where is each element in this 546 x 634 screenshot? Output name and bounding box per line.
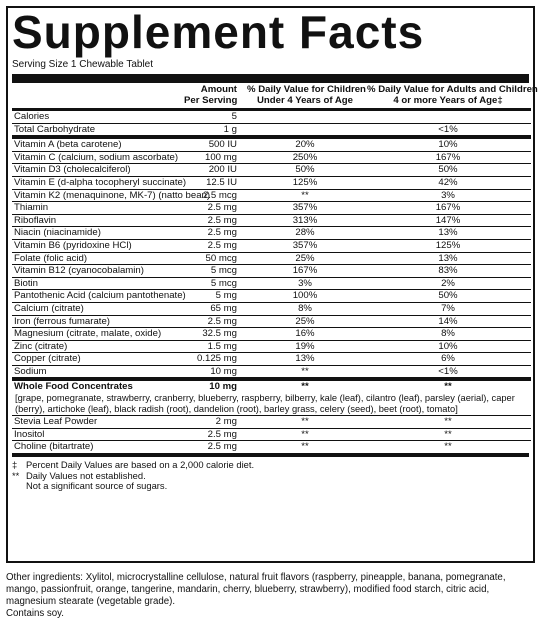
table-row bbox=[12, 379, 531, 393]
dv-children: 28% bbox=[245, 227, 365, 240]
dv-children: 167% bbox=[245, 265, 365, 278]
nutrient-amount: 100 mg bbox=[182, 151, 245, 164]
blend-row bbox=[12, 393, 531, 416]
dv-adults: 167% bbox=[365, 202, 531, 215]
dv-adults: 13% bbox=[365, 227, 531, 240]
table-row bbox=[12, 328, 531, 341]
nutrient-name: Magnesium (citrate, malate, oxide) bbox=[12, 328, 182, 341]
nutrient-amount: 2.5 mg bbox=[182, 315, 245, 328]
dv-children: ** bbox=[245, 365, 365, 379]
nutrient-amount: 10 mg bbox=[182, 365, 245, 379]
table-row bbox=[12, 265, 531, 278]
dv-adults: 10% bbox=[365, 340, 531, 353]
nutrient-name: Iron (ferrous fumarate) bbox=[12, 315, 182, 328]
nutrient-name: Calcium (citrate) bbox=[12, 302, 182, 315]
footnote-symbol bbox=[12, 481, 26, 492]
dv-children: 19% bbox=[245, 340, 365, 353]
dv-children: ** bbox=[245, 416, 365, 429]
footnote bbox=[12, 481, 529, 492]
header-dv-adults: % Daily Value for Adults and Children 4 or more Years of Age‡ bbox=[365, 83, 531, 110]
other-rows bbox=[12, 416, 531, 453]
nutrient-amount: 0.125 mg bbox=[182, 353, 245, 366]
dv-adults: 8% bbox=[365, 328, 531, 341]
nutrient-amount: 2.5 mg bbox=[182, 227, 245, 240]
nutrient-name: Pantothenic Acid (calcium pantothenate) bbox=[14, 290, 186, 302]
dv-children: ** bbox=[245, 189, 365, 202]
nutrient-name: Choline (bitartrate) bbox=[14, 441, 94, 453]
table-row bbox=[12, 441, 531, 453]
dv-children: 25% bbox=[245, 315, 365, 328]
nutrient-rows bbox=[12, 110, 531, 380]
dv-adults: 7% bbox=[365, 302, 531, 315]
nutrient-name: Biotin bbox=[12, 277, 182, 290]
nutrient-amount: 5 bbox=[182, 110, 245, 124]
dv-adults bbox=[365, 110, 531, 124]
nutrient-name: Whole Food Concentrates bbox=[14, 381, 133, 393]
panel-title: Supplement Facts bbox=[12, 6, 425, 58]
dv-adults: ** bbox=[365, 416, 531, 429]
nutrient-name: Vitamin D3 (cholecalciferol) bbox=[12, 164, 182, 177]
whole-food-section bbox=[12, 379, 531, 415]
nutrient-name: Stevia Leaf Powder bbox=[12, 416, 182, 429]
table-row bbox=[12, 416, 531, 429]
dv-adults: 13% bbox=[365, 252, 531, 265]
nutrient-name: Niacin (niacinamide) bbox=[12, 227, 182, 240]
nutrient-amount: 32.5 mg bbox=[182, 328, 245, 341]
nutrient-amount: 5 mg bbox=[182, 290, 245, 303]
dv-adults: 125% bbox=[365, 239, 531, 252]
nutrient-name: Vitamin B6 (pyridoxine HCl) bbox=[12, 239, 182, 252]
nutrient-amount: 12.5 IU bbox=[182, 176, 245, 189]
table-row bbox=[12, 164, 531, 177]
header-dv-children: % Daily Value for Children Under 4 Years of Age bbox=[245, 83, 365, 110]
dv-adults: 147% bbox=[365, 214, 531, 227]
dv-children: 3% bbox=[245, 277, 365, 290]
table-row bbox=[12, 315, 531, 328]
dv-adults: 3% bbox=[365, 189, 531, 202]
dv-adults: <1% bbox=[365, 123, 531, 137]
nutrient-amount: 65 mg bbox=[182, 302, 245, 315]
dv-children: 13% bbox=[245, 353, 365, 366]
table-row bbox=[12, 290, 531, 303]
nutrient-amount: 2.5 mg bbox=[182, 428, 245, 441]
table-row bbox=[12, 227, 531, 240]
footnote-text: Not a significant source of sugars. bbox=[26, 480, 168, 492]
dv-children: ** bbox=[245, 428, 365, 441]
nutrient-name: Riboflavin bbox=[12, 214, 182, 227]
footnote-text: Percent Daily Values are based on a 2,000 calorie diet. bbox=[26, 459, 255, 471]
table-row bbox=[12, 110, 531, 124]
table-row bbox=[12, 202, 531, 215]
table-row bbox=[12, 353, 531, 366]
dv-adults: 2% bbox=[365, 277, 531, 290]
table-row bbox=[12, 151, 531, 164]
table-row bbox=[12, 340, 531, 353]
footnote-symbol: ** bbox=[12, 469, 20, 481]
nutrient-name: Thiamin bbox=[12, 202, 182, 215]
nutrient-name: Inositol bbox=[12, 428, 182, 441]
nutrient-amount: 1.5 mg bbox=[182, 340, 245, 353]
dv-adults: 50% bbox=[365, 164, 531, 177]
nutrient-name: Copper (citrate) bbox=[12, 353, 182, 366]
dv-children: 250% bbox=[245, 151, 365, 164]
header-spacer bbox=[12, 83, 182, 110]
footnote-text: Daily Values not established. bbox=[26, 469, 146, 481]
serving-size: Serving Size 1 Chewable Tablet bbox=[12, 59, 529, 83]
dv-children bbox=[245, 123, 365, 137]
footnote-symbol: ‡ bbox=[12, 459, 18, 471]
dv-adults: 14% bbox=[365, 315, 531, 328]
nutrient-amount: 200 IU bbox=[182, 164, 245, 177]
table-row bbox=[12, 123, 531, 137]
nutrient-name: Vitamin A (beta carotene) bbox=[12, 137, 182, 151]
nutrient-amount: 2.5 mg bbox=[207, 441, 237, 453]
table-row bbox=[12, 137, 531, 151]
dv-adults: ** bbox=[365, 428, 531, 441]
table-row bbox=[12, 277, 531, 290]
header-amount: Amount Per Serving bbox=[182, 83, 245, 110]
nutrient-name: Folate (folic acid) bbox=[12, 252, 182, 265]
dv-adults: 50% bbox=[365, 290, 531, 303]
nutrient-amount: 5 mcg bbox=[182, 277, 245, 290]
nutrient-amount: 10 mg bbox=[209, 381, 237, 393]
blend-ingredients: [grape, pomegranate, strawberry, cranberry, blueberry, raspberry, bilberry, kale (leaf), cilantro (leaf), parsley (aerial), caper (berry), artichoke (leaf), black radish (root), dandelion (root), barley grass, celery (seed), beet (root), tomato] bbox=[12, 393, 531, 416]
dv-children bbox=[245, 110, 365, 124]
supplement-facts-panel bbox=[6, 6, 538, 563]
dv-children: 16% bbox=[245, 328, 365, 341]
dv-adults: 83% bbox=[365, 265, 531, 278]
nutrient-amount: 2.5 mg bbox=[182, 202, 245, 215]
dv-children: 25% bbox=[245, 252, 365, 265]
nutrient-name: Zinc (citrate) bbox=[12, 340, 182, 353]
table-row bbox=[12, 176, 531, 189]
dv-children: 100% bbox=[245, 290, 365, 303]
dv-children: 357% bbox=[245, 202, 365, 215]
dv-adults: 167% bbox=[365, 151, 531, 164]
table-row bbox=[12, 365, 531, 379]
dv-children: 313% bbox=[245, 214, 365, 227]
nutrient-name: Vitamin E (d-alpha tocopheryl succinate) bbox=[14, 176, 187, 188]
dv-children: 20% bbox=[245, 137, 365, 151]
dv-adults: ** bbox=[444, 381, 452, 393]
nutrient-name: Vitamin K2 (menaquinone, MK-7) (natto bean) bbox=[14, 189, 211, 201]
dv-children: 125% bbox=[245, 176, 365, 189]
dv-children: 8% bbox=[245, 302, 365, 315]
nutrient-name: Vitamin B12 (cyanocobalamin) bbox=[12, 265, 182, 278]
footnotes bbox=[12, 453, 529, 492]
table-row bbox=[12, 428, 531, 441]
dv-adults: ** bbox=[444, 441, 452, 453]
dv-adults: 10% bbox=[365, 137, 531, 151]
dv-children: ** bbox=[301, 381, 309, 393]
dv-children: 357% bbox=[245, 239, 365, 252]
ingredients-text bbox=[6, 572, 538, 620]
nutrient-name: Calories bbox=[12, 110, 182, 124]
table-row bbox=[12, 302, 531, 315]
nutrient-amount: 1 g bbox=[182, 123, 245, 137]
nutrient-name: Total Carbohydrate bbox=[12, 123, 182, 137]
nutrient-amount: 5 mcg bbox=[182, 265, 245, 278]
dv-children: 50% bbox=[245, 164, 365, 177]
table-row bbox=[12, 239, 531, 252]
nutrient-name: Vitamin C (calcium, sodium ascorbate) bbox=[12, 151, 182, 164]
dv-adults: <1% bbox=[365, 365, 531, 379]
other-ingredients: Other ingredients: Xylitol, microcrystalline cellulose, natural fruit flavors (raspberry, pineapple, banana, pomegranate, mango, passionfruit, orange, tangerine, mandarin, cherry, blueberry, strawberry), modified food starch, citric acid, magnesium stearate (vegetable grade). bbox=[6, 572, 506, 607]
allergen-statement: Contains soy. bbox=[6, 608, 64, 619]
nutrient-name: Sodium bbox=[12, 365, 182, 379]
nutrient-amount: 2.5 mg bbox=[182, 239, 245, 252]
dv-adults: 6% bbox=[365, 353, 531, 366]
table-row bbox=[12, 252, 531, 265]
table-header bbox=[12, 83, 531, 110]
nutrient-amount: 2.5 mcg bbox=[182, 189, 245, 202]
nutrient-amount: 2.5 mg bbox=[182, 214, 245, 227]
nutrient-amount: 2 mg bbox=[182, 416, 245, 429]
nutrient-amount: 500 IU bbox=[182, 137, 245, 151]
dv-children: ** bbox=[301, 441, 309, 453]
nutrient-table bbox=[12, 83, 538, 453]
nutrient-amount: 50 mcg bbox=[182, 252, 245, 265]
table-row bbox=[12, 214, 531, 227]
dv-adults: 42% bbox=[365, 176, 531, 189]
table-row bbox=[12, 189, 531, 202]
